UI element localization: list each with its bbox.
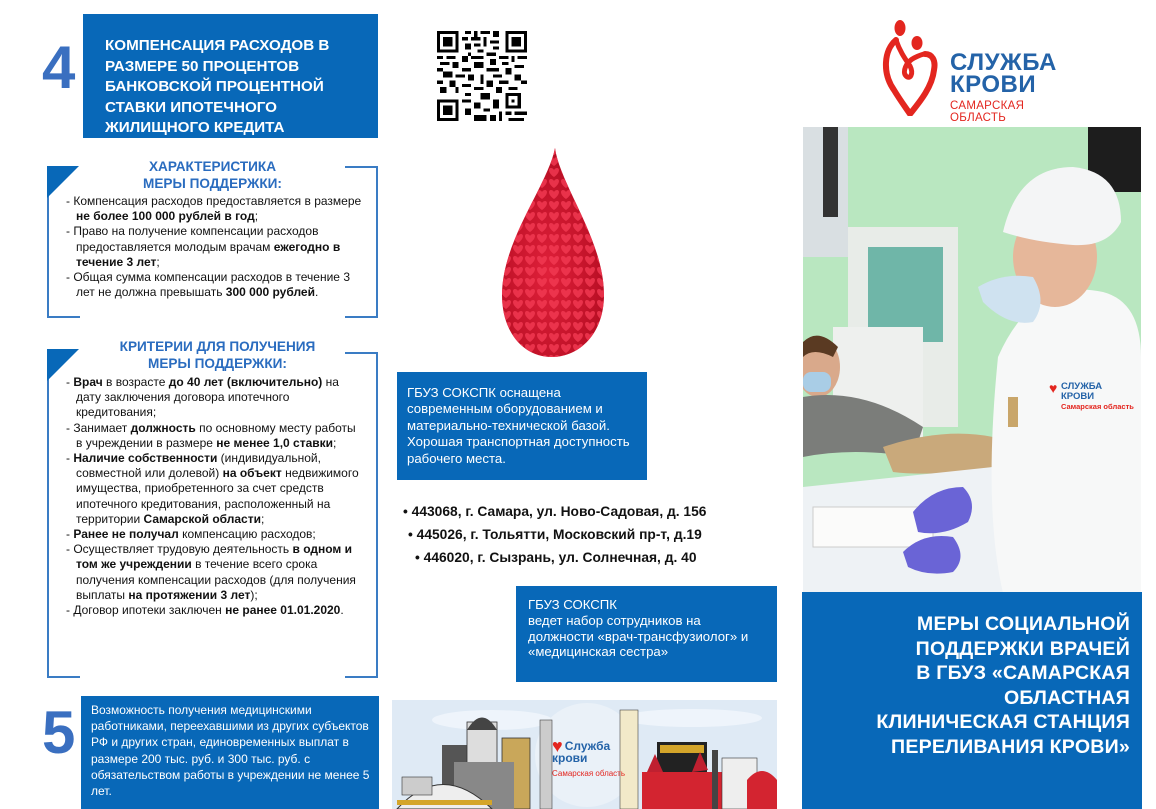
logo-text (950, 49, 1080, 124)
heart-icon: ♥ (1049, 380, 1058, 396)
section-number-4: 4 (42, 34, 76, 101)
criteria-title-line2: МЕРЫ ПОДДЕРЖКИ: (148, 356, 287, 371)
city-logo-sub: Самарская область (552, 769, 626, 778)
sluzhba-krovi-logo[interactable] (870, 18, 1080, 124)
list-item: - Договор ипотеки заключен не ранее 01.01.2020. (64, 603, 362, 618)
section-number-5: 5 (42, 699, 76, 766)
logo-line2: КРОВИ (950, 71, 1037, 98)
main-title-line: ПЕРЕЛИВАНИЯ КРОВИ» (891, 735, 1130, 758)
city-logo-line1: Служба (564, 739, 611, 753)
list-item: - Осуществляет трудовую деятельность в одном и том же учреждении в течение всего срока получения компенсации расходов (для получения выплаты на протяжении 3 лет); (64, 542, 362, 603)
main-title-line: МЕРЫ СОЦИАЛЬНОЙ (916, 613, 1130, 635)
badge-sub: Самарская область (1061, 402, 1134, 411)
city-skyline-banner (392, 700, 777, 809)
characteristics-title-line1: ХАРАКТЕРИСТИКА (148, 159, 277, 174)
section4-title-line: КОМПЕНСАЦИЯ РАСХОДОВ В (105, 37, 330, 54)
frame-bottom-left-line (47, 676, 80, 678)
main-title-line: В ГБУЗ «САМАРСКАЯ (916, 662, 1130, 684)
list-item: - Занимает должность по основному месту работы в учреждении в размере не менее 1,0 ставки; (64, 421, 362, 451)
criteria-title-line1: КРИТЕРИИ ДЛЯ ПОЛУЧЕНИЯ (119, 339, 316, 354)
address-syzran: • 446020, г. Сызрань, ул. Солнечная, д. 40 (415, 550, 697, 565)
equipment-info-box: ГБУЗ СОКСПК оснащена современным оборудованием и материально-технической базой. Хорошая транспортная доступность рабочего места. (397, 372, 647, 480)
address-samara: • 443068, г. Самара, ул. Ново-Садовая, д. 156 (403, 504, 707, 519)
blood-drop-hearts-image (500, 145, 605, 360)
address-tolyatti: • 445026, г. Тольятти, Московский пр-т, д.19 (408, 527, 702, 542)
criteria-title (80, 338, 355, 372)
characteristics-title (80, 158, 345, 192)
list-item: - Компенсация расходов предоставляется в размере не более 100 000 рублей в год; (64, 194, 364, 224)
main-title-line: ПОДДЕРЖКИ ВРАЧЕЙ (915, 637, 1130, 660)
address-list (403, 500, 783, 569)
qr-code[interactable] (437, 31, 527, 121)
criteria-list (64, 375, 362, 618)
list-item: - Право на получение компенсации расходов предоставляется молодым врачам ежегодно в течение 3 лет; (64, 224, 364, 270)
section5-box: Возможность получения медицинскими работниками, переехавшими из других субъектов РФ и других стран, единовременных выплат в размере 200 тыс. руб. и 300 тыс. руб. с обязательством работы в учреждении не менее 5 лет. (81, 696, 379, 809)
list-item: - Наличие собственности (индивидуальной, совместной или долевой) на объект недвижимого имущества, приобретенного за счет средств ипотечного кредитования, расположенный на территории Самарской области; (64, 451, 362, 527)
characteristics-list (64, 194, 364, 300)
frame-left-line (47, 350, 49, 677)
photo-illustration (803, 127, 1141, 593)
city-logo-line2: крови (552, 751, 588, 765)
heart-icon: ♥ (552, 736, 563, 756)
section4-title-box (83, 14, 378, 138)
city-logo (552, 736, 626, 780)
section4-title-line: РАЗМЕРЕ 50 ПРОЦЕНТОВ (105, 57, 300, 75)
section4-title-line: СТАВКИ ИПОТЕЧНОГО (105, 98, 277, 116)
heart-figures-icon (880, 18, 942, 116)
main-title-line: КЛИНИЧЕСКАЯ СТАНЦИЯ (876, 711, 1130, 733)
list-item: - Общая сумма компенсации расходов в течение 3 лет не должна превышать 300 000 рублей. (64, 270, 364, 300)
recruitment-text: ведет набор сотрудников на должности «врач-трансфузиолог» и «медицинская сестра» (528, 612, 749, 660)
badge-line2: КРОВИ (1061, 391, 1095, 402)
recruitment-title: ГБУЗ СОКСПК (528, 597, 617, 612)
uniform-logo-badge (1049, 380, 1134, 412)
recruitment-box (516, 586, 777, 682)
section4-title-line: БАНКОВСКОЙ ПРОЦЕНТНОЙ (105, 78, 324, 95)
list-item: - Врач в возрасте до 40 лет (включительно) на дату заключения договора ипотечного кредитования; (64, 375, 362, 421)
characteristics-title-line2: МЕРЫ ПОДДЕРЖКИ: (143, 176, 282, 191)
nurse-photo (803, 127, 1141, 593)
logo-line1: СЛУЖБА (950, 49, 1057, 76)
list-item: - Ранее не получал компенсацию расходов; (64, 527, 362, 542)
logo-sub: САМАРСКАЯ ОБЛАСТЬ (950, 100, 1025, 124)
frame-bottom-left-line (47, 316, 80, 318)
section4-title-line: ЖИЛИЩНОГО КРЕДИТА (105, 119, 285, 136)
brochure-main-title (802, 592, 1142, 809)
badge-line1: СЛУЖБА (1061, 381, 1103, 392)
main-title-line: ОБЛАСТНАЯ (1003, 686, 1130, 709)
